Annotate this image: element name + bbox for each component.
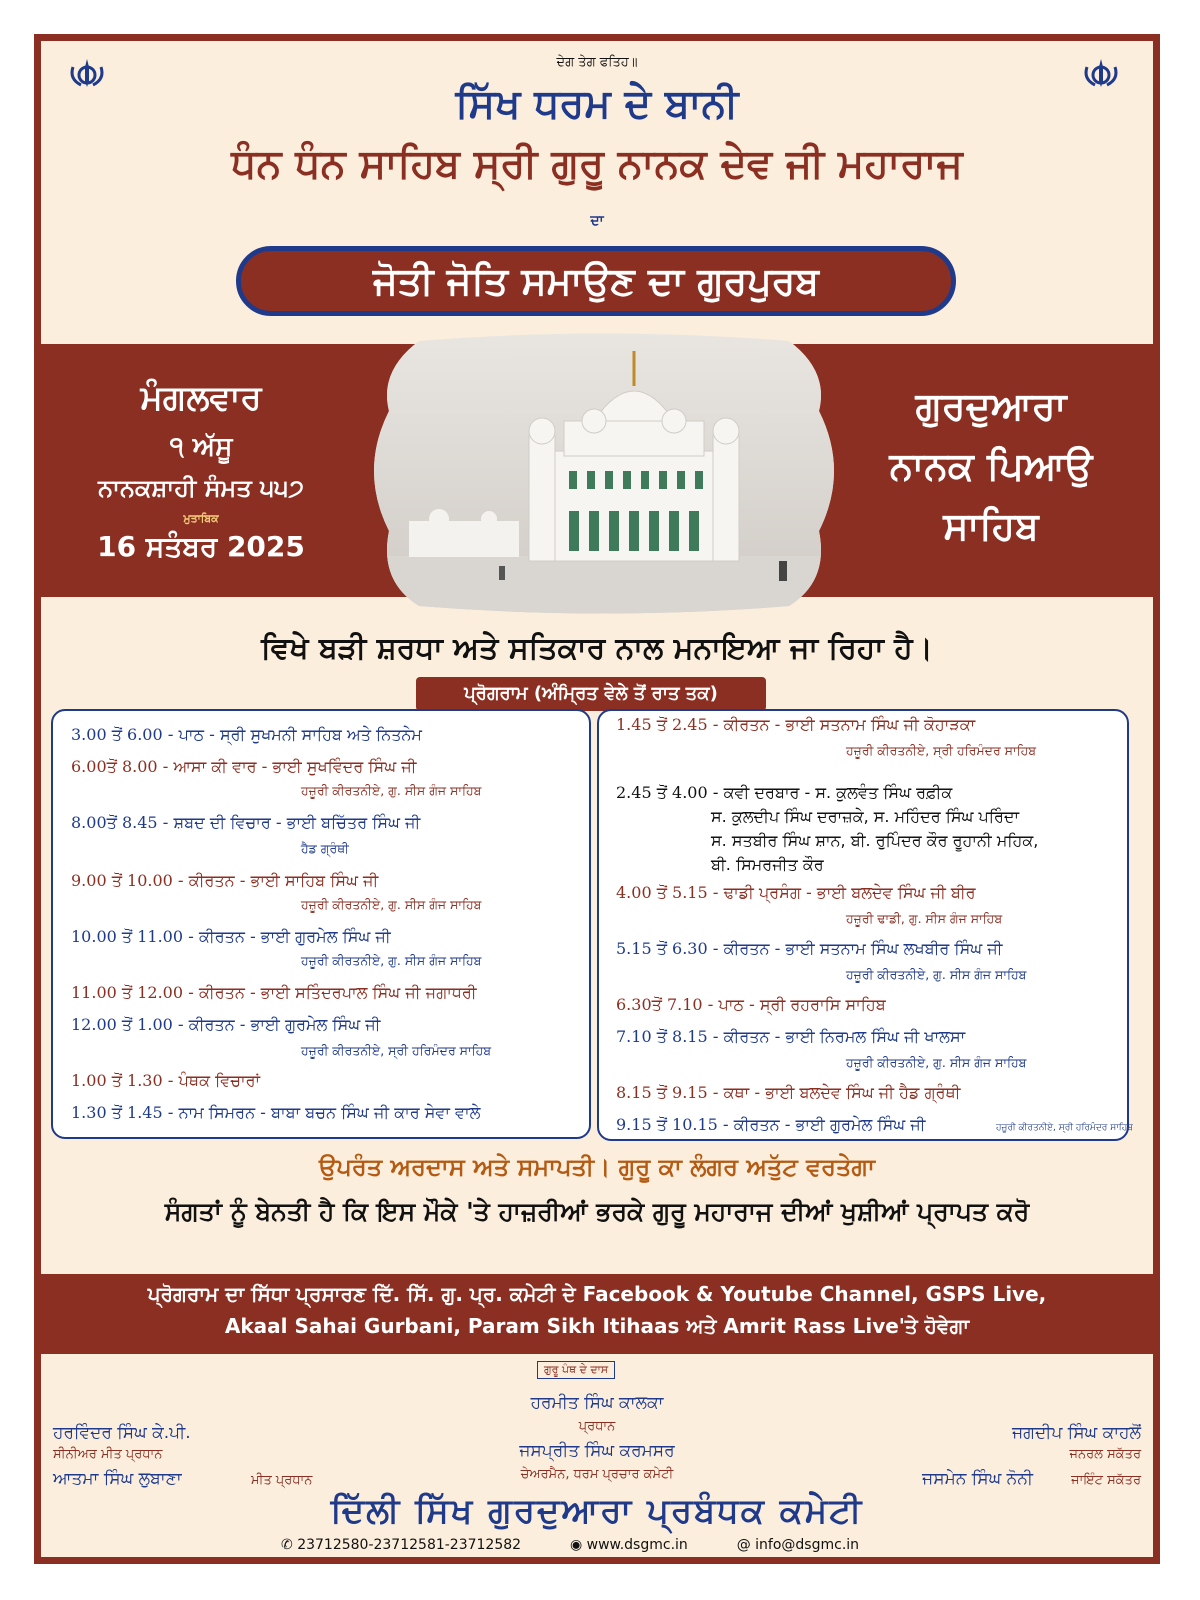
jt-sec-role: ਜਾਇੰਟ ਸਕੱਤਰ bbox=[1071, 1473, 1141, 1488]
kavi-line3: ਬੀ. ਸਿਮਰਜੀਤ ਕੌਰ bbox=[711, 855, 824, 874]
kavi-line2: ਸ. ਸਤਬੀਰ ਸਿੰਘ ਸ਼ਾਨ, ਬੀ. ਰੁਪਿੰਦਰ ਕੌਰ ਰੂਹਾਨੀ ਮਹਿਕ, bbox=[711, 831, 1039, 850]
program-text: - ਕੀਰਤਨ - ਭਾਈ ਸਤਨਾਮ ਸਿੰਘ ਲਖਬੀਰ ਸਿੰਘ ਜੀ bbox=[707, 939, 1003, 958]
program-sub: ਹਜ਼ੂਰੀ ਕੀਰਤਨੀਏ, ਗੁ. ਸੀਸ ਗੰਜ ਸਾਹਿਬ bbox=[846, 967, 1027, 982]
program-text: - ਪਾਠ - ਸ੍ਰੀ ਰਹਰਾਸਿ ਸਾਹਿਬ bbox=[702, 995, 886, 1014]
program-time: 8.00ਤੋਂ 8.45 bbox=[71, 813, 158, 832]
day: ਮੰਗਲਵਾਰ bbox=[140, 378, 262, 418]
header-line1: ਸਿੱਖ ਧਰਮ ਦੇ ਬਾਨੀ bbox=[455, 81, 739, 127]
program-text: - ਕੀਰਤਨ - ਭਾਈ ਸਤਨਾਮ ਸਿੰਘ ਜੀ ਕੋਹਾੜਕਾ bbox=[707, 715, 976, 734]
closing-line1: ਉਪਰੰਤ ਅਰਦਾਸ ਅਤੇ ਸਮਾਪਤੀ। ਗੁਰੂ ਕਾ ਲੰਗਰ ਅਤੁੱਟ ਵਰਤੇਗਾ bbox=[319, 1153, 875, 1181]
gurpurab-banner: ਜੋਤੀ ਜੋਤਿ ਸਮਾਉਣ ਦਾ ਗੁਰਪੁਰਬ bbox=[236, 246, 956, 316]
program-time: 1.00 ਤੋਂ 1.30 bbox=[71, 1071, 163, 1090]
program-sub: ਹਜ਼ੂਰੀ ਕੀਰਤਨੀਏ, ਸ੍ਰੀ ਹਰਿਮੰਦਰ ਸਾਹਿਬ bbox=[846, 743, 1037, 758]
program-text: - ਸ਼ਬਦ ਦੀ ਵਿਚਾਰ - ਭਾਈ ਬਚਿੱਤਰ ਸਿੰਘ ਜੀ bbox=[157, 813, 421, 832]
program-time: 7.10 ਤੋਂ 8.15 bbox=[616, 1027, 708, 1046]
program-time: 4.00 ਤੋਂ 5.15 bbox=[616, 883, 708, 902]
program-text: - ਕੀਰਤਨ - ਭਾਈ ਸਤਿੰਦਰਪਾਲ ਸਿੰਘ ਜੀ ਜਗਾਧਰੀ bbox=[183, 983, 477, 1002]
program-text: - ਨਾਮ ਸਿਮਰਨ - ਬਾਬਾ ਬਚਨ ਸਿੰਘ ਜੀ ਕਾਰ ਸੇਵਾ ਵਾਲੇ bbox=[162, 1103, 481, 1122]
president-name: ਹਰਮੀਤ ਸਿੰਘ ਕਾਲਕਾ bbox=[530, 1393, 664, 1413]
program-text: - ਕਥਾ - ਭਾਈ ਬਲਦੇਵ ਸਿੰਘ ਜੀ ਹੈਡ ਗ੍ਰੰਥੀ bbox=[707, 1083, 961, 1102]
program-time: 11.00 ਤੋਂ 12.00 bbox=[71, 983, 184, 1002]
program-text: - ਆਸਾ ਕੀ ਵਾਰ - ਭਾਈ ਸੁਖਵਿੰਦਰ ਸਿੰਘ ਜੀ bbox=[157, 757, 417, 776]
program-text: - ਢਾਡੀ ਪ੍ਰਸੰਗ - ਭਾਈ ਬਲਦੇਵ ਸਿੰਘ ਜੀ ਬੀਰ bbox=[707, 883, 976, 902]
sr-vp-role: ਸੀਨੀਅਰ ਮੀਤ ਪ੍ਰਧਾਨ bbox=[53, 1447, 163, 1462]
month: ੧ ਅੱਸੂ bbox=[169, 432, 233, 462]
program-time: 6.00ਤੋਂ 8.00 bbox=[71, 757, 158, 776]
program-text: - ਕੀਰਤਨ - ਭਾਈ ਨਿਰਮਲ ਸਿੰਘ ਜੀ ਖਾਲਸਾ bbox=[707, 1027, 966, 1046]
program-text: - ਕੀਰਤਨ - ਭਾਈ ਗੁਰਮੇਲ ਸਿੰਘ ਜੀ bbox=[183, 927, 391, 946]
program-time: 12.00 ਤੋਂ 1.00 bbox=[71, 1015, 173, 1034]
program-sub: ਹਜ਼ੂਰੀ ਢਾਡੀ, ਗੁ. ਸੀਸ ਗੰਜ ਸਾਹਿਬ bbox=[846, 911, 1003, 926]
kavi-line1: ਸ. ਕੁਲਦੀਪ ਸਿੰਘ ਦਰਾਜ਼ਕੇ, ਸ. ਮਹਿੰਦਰ ਸਿੰਘ ਪਰਿੰਦਾ bbox=[711, 807, 1020, 826]
program-row bbox=[616, 939, 1002, 959]
email-link[interactable]: info@dsgmc.in bbox=[755, 1537, 860, 1553]
program-row bbox=[616, 1115, 926, 1135]
program-row bbox=[616, 715, 975, 735]
program-sub: ਹਜ਼ੂਰੀ ਕੀਰਤਨੀਏ, ਗੁ. ਸੀਸ ਗੰਜ ਸਾਹਿਬ bbox=[301, 783, 482, 798]
email-icon: @ bbox=[736, 1537, 751, 1553]
program-row bbox=[71, 725, 422, 745]
program-time: 10.00 ਤੋਂ 11.00 bbox=[71, 927, 184, 946]
last-row-sub: ਹਜ਼ੂਰੀ ਕੀਰਤਨੀਏ, ਸ੍ਰੀ ਹਰਿਮੰਦਰ ਸਾਹਿਬ bbox=[996, 1123, 1133, 1133]
program-text: - ਕੀਰਤਨ - ਭਾਈ ਸਾਹਿਬ ਸਿੰਘ ਜੀ bbox=[172, 871, 379, 890]
gurdwara-photo bbox=[359, 331, 849, 616]
program-row bbox=[616, 1083, 960, 1103]
program-time: 8.15 ਤੋਂ 9.15 bbox=[616, 1083, 708, 1102]
program-text: - ਪਾਠ - ਸ੍ਰੀ ਸੁਖਮਨੀ ਸਾਹਿਬ ਅਤੇ ਨਿਤਨੇਮ bbox=[162, 725, 422, 744]
program-time: 3.00 ਤੋਂ 6.00 bbox=[71, 725, 163, 744]
panth-das-tag: ਗੁਰੂ ਪੰਥ ਦੇ ਦਾਸ bbox=[537, 1361, 615, 1379]
program-time: 9.00 ਤੋਂ 10.00 bbox=[71, 871, 173, 890]
program-sub: ਹੈਡ ਗ੍ਰੰਥੀ bbox=[301, 841, 349, 856]
program-time: 1.30 ਤੋਂ 1.45 bbox=[71, 1103, 163, 1122]
samat: ਨਾਨਕਸ਼ਾਹੀ ਸੰਮਤ ੫੫੭ bbox=[98, 474, 304, 502]
broadcast-line2: Akaal Sahai Gurbani, Param Sikh Itihaas ਅਤੇ Amrit Rass Live'ਤੇ ਹੋਵੇਗਾ bbox=[224, 1314, 970, 1338]
tagline: ਵਿਖੇ ਬੜੀ ਸ਼ਰਧਾ ਅਤੇ ਸਤਿਕਾਰ ਨਾਲ ਮਨਾਇਆ ਜਾ ਰਿਹਾ ਹੈ। bbox=[261, 631, 933, 666]
phone-number: 23712580-23712581-23712582 bbox=[297, 1537, 522, 1553]
web-icon: ◉ bbox=[569, 1537, 583, 1553]
program-time: 2.45 ਤੋਂ 4.00 bbox=[616, 783, 708, 802]
program-sub: ਹਜ਼ੂਰੀ ਕੀਰਤਨੀਏ, ਸ੍ਰੀ ਹਰਿਮੰਦਰ ਸਾਹਿਬ bbox=[301, 1043, 492, 1058]
program-time: 9.15 ਤੋਂ 10.15 bbox=[616, 1115, 718, 1134]
poster-frame bbox=[34, 34, 1160, 1564]
program-row bbox=[71, 813, 420, 833]
gen-sec-role: ਜਨਰਲ ਸਕੱਤਰ bbox=[1069, 1447, 1141, 1462]
org-name: ਦਿੱਲੀ ਸਿੱਖ ਗੁਰਦੁਆਰਾ ਪ੍ਰਬੰਧਕ ਕਮੇਟੀ bbox=[330, 1491, 864, 1531]
program-row bbox=[71, 1103, 480, 1123]
program-sub: ਹਜ਼ੂਰੀ ਕੀਰਤਨੀਏ, ਗੁ. ਸੀਸ ਗੰਜ ਸਾਹਿਬ bbox=[301, 953, 482, 968]
sr-vp-name: ਹਰਵਿੰਦਰ ਸਿੰਘ ਕੇ.ਪੀ. bbox=[53, 1423, 191, 1443]
gen-sec-name: ਜਗਦੀਪ ਸਿੰਘ ਕਾਹਲੋਂ bbox=[1012, 1423, 1141, 1443]
header-da: ਦਾ bbox=[590, 213, 604, 229]
vp-name: ਆਤਮਾ ਸਿੰਘ ਲੁਬਾਣਾ bbox=[53, 1469, 182, 1489]
venue-line3: ਸਾਹਿਬ bbox=[943, 504, 1039, 548]
program-row bbox=[71, 1015, 381, 1035]
program-row bbox=[71, 927, 391, 947]
broadcast-line1: ਪ੍ਰੋਗਰਾਮ ਦਾ ਸਿੱਧਾ ਪ੍ਰਸਾਰਣ ਦਿੱ. ਸਿੱ. ਗੁ. ਪ੍ਰ. ਕਮੇਟੀ ਦੇ Facebook & Youtube Channel, GSPS Live, bbox=[147, 1282, 1047, 1306]
program-text: - ਪੰਥਕ ਵਿਚਾਰਾਂ bbox=[162, 1071, 261, 1090]
venue-line2: ਨਾਨਕ ਪਿਆਉ bbox=[889, 444, 1093, 488]
program-row bbox=[71, 871, 378, 891]
program-row bbox=[71, 1071, 260, 1091]
program-row bbox=[71, 757, 416, 777]
president-role: ਪ੍ਰਧਾਨ bbox=[578, 1419, 616, 1434]
header-line2: ਧੰਨ ਧੰਨ ਸਾਹਿਬ ਸ੍ਰੀ ਗੁਰੂ ਨਾਨਕ ਦੇਵ ਜੀ ਮਹਾਰਾਜ bbox=[231, 141, 963, 187]
program-sub: ਹਜ਼ੂਰੀ ਕੀਰਤਨੀਏ, ਗੁ. ਸੀਸ ਗੰਜ ਸਾਹਿਬ bbox=[301, 897, 482, 912]
broadcast-band bbox=[41, 1274, 1153, 1354]
program-text: - ਕੀਰਤਨ - ਭਾਈ ਗੁਰਮੇਲ ਸਿੰਘ ਜੀ bbox=[172, 1015, 381, 1034]
program-row bbox=[616, 783, 952, 803]
jt-sec-name: ਜਸਮੇਨ ਸਿੰਘ ਨੋਨੀ bbox=[922, 1469, 1033, 1489]
venue-line1: ਗੁਰਦੁਆਰਾ bbox=[915, 384, 1067, 428]
website-link[interactable]: www.dsgmc.in bbox=[586, 1537, 688, 1553]
program-text: - ਕੀਰਤਨ - ਭਾਈ ਗੁਰਮੇਲ ਸਿੰਘ ਜੀ bbox=[717, 1115, 926, 1134]
chairman-name: ਜਸਪ੍ਰੀਤ ਸਿੰਘ ਕਰਮਸਰ bbox=[519, 1441, 675, 1461]
closing-line2: ਸੰਗਤਾਂ ਨੂੰ ਬੇਨਤੀ ਹੈ ਕਿ ਇਸ ਮੌਕੇ 'ਤੇ ਹਾਜ਼ਰੀਆਂ ਭਰਕੇ ਗੁਰੂ ਮਹਾਰਾਜ ਦੀਆਂ ਖੁਸ਼ੀਆਂ ਪ੍ਰਾਪਤ ਕਰੋ bbox=[164, 1197, 1030, 1226]
program-time: 6.30ਤੋਂ 7.10 bbox=[616, 995, 703, 1014]
program-time: 1.45 ਤੋਂ 2.45 bbox=[616, 715, 708, 734]
event-date: 16 ਸਤੰਬਰ 2025 bbox=[97, 530, 305, 563]
chairman-role: ਚੇਅਰਮੈਨ, ਧਰਮ ਪ੍ਰਚਾਰ ਕਮੇਟੀ bbox=[520, 1467, 674, 1482]
program-text: - ਕਵੀ ਦਰਬਾਰ - ਸ. ਕੁਲਵੰਤ ਸਿੰਘ ਰਫ਼ੀਕ bbox=[707, 783, 953, 802]
program-row bbox=[616, 883, 976, 903]
program-label: ਪ੍ਰੋਗਰਾਮ (ਅੰਮ੍ਰਿਤ ਵੇਲੇ ਤੋਂ ਰਾਤ ਤਕ) bbox=[416, 677, 766, 711]
contact-row bbox=[281, 1537, 859, 1553]
program-row bbox=[616, 995, 886, 1015]
deg-teg-fateh: ਦੇਗ ਤੇਗ ਫਤਿਹ॥ bbox=[556, 55, 638, 70]
vp-role: ਮੀਤ ਪ੍ਰਧਾਨ bbox=[251, 1473, 313, 1488]
program-sub: ਹਜ਼ੂਰੀ ਕੀਰਤਨੀਏ, ਗੁ. ਸੀਸ ਗੰਜ ਸਾਹਿਬ bbox=[846, 1055, 1027, 1070]
phone-icon: ✆ bbox=[281, 1537, 293, 1553]
mutabik: ਮੁਤਾਬਿਕ bbox=[183, 512, 219, 525]
program-row bbox=[71, 983, 477, 1003]
program-time: 5.15 ਤੋਂ 6.30 bbox=[616, 939, 708, 958]
program-row bbox=[616, 1027, 965, 1047]
